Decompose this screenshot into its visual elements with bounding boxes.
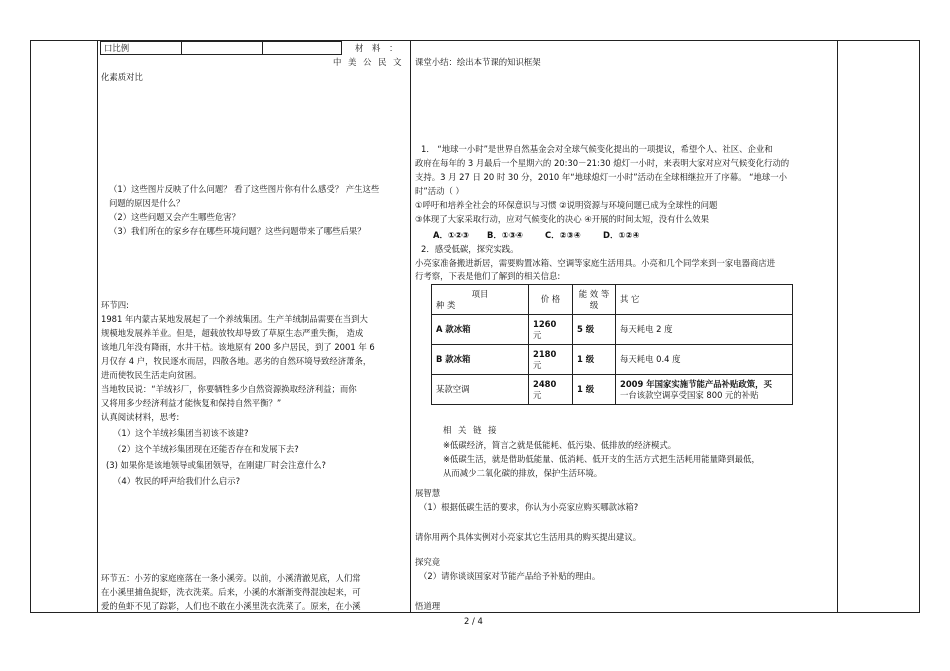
s4-line: 规模地发展养羊业。但是，超载放牧却导致了草原生态严重失衡， 造成 <box>101 328 364 338</box>
left-q-4: （3）我们所在的家乡存在哪些环境问题？这些问题带来了哪些后果？ <box>109 226 366 236</box>
links-line: 从而减少二氧化碳的排放，保护生活环境。 <box>443 468 603 478</box>
left-q-3: （2）这些问题又会产生哪些危害？ <box>109 212 240 222</box>
links-line: ※低碳生活，就是借助低能量、低消耗、低开支的生活方式把生活耗用能量降到最低， <box>443 454 760 464</box>
q1-line: 政府在每年的 3 月最后一个星期六的 20:30－21:30 熄灯一小时，来表明大家对应对气候变化行动的 <box>415 158 790 168</box>
s5-line: 环节五：小芳的家庭座落在一条小溪旁。以前，小溪清澈见底，人们常 <box>101 573 361 583</box>
table-row: A 款冰箱 1260 元 5 级 每天耗电 2 度 <box>432 315 793 345</box>
s4-line: 月仅存 4 户，牧民逐水而居，四散各地。恶劣的自然环境导致经济萧条， <box>101 356 372 366</box>
s5-line: 爱的鱼虾不见了踪影，人们也不敢在小溪里洗衣洗菜了。原来，在小溪 <box>101 601 361 611</box>
tj-question-2: （2）请你谈谈国家对节能产品给予补贴的理由。 <box>419 571 601 581</box>
top-cell-2 <box>181 41 263 55</box>
s4-line: 认真阅读材料，思考: <box>101 412 180 422</box>
table-header-grade: 能 效 等 级 <box>573 285 616 315</box>
left-q-2: 问题的原因是什么？ <box>109 198 185 208</box>
s4-line: （1）这个羊绒衫集团当初该不该建? <box>113 428 249 438</box>
page-number: 2 / 4 <box>464 616 483 626</box>
table-header-price: 价 格 <box>529 285 573 315</box>
q1-option-b: B．①③④ <box>487 230 524 240</box>
s4-line: （2）这个羊绒衫集团现在还能否存在和发展下去? <box>113 444 299 454</box>
s4-line: 进而使牧民生活走向贫困。 <box>101 370 202 380</box>
q1-option-a: A．①②③ <box>433 230 470 240</box>
table-header-item: 项目 种 类 <box>432 285 529 315</box>
appliance-table <box>431 284 793 405</box>
q1-option-c: C．②③④ <box>545 230 581 240</box>
material-line3: 化素质对比 <box>101 72 143 82</box>
q1-line: ①呼吁和培养全社会的环保意识与习惯 ②说明资源与环境问题已成为全球性的问题 <box>415 200 718 210</box>
q1-line: 支持。3 月 27 日 20 时 30 分，2010 年“地球熄灯一小时”活动在全球相继拉开了序幕。 “地球一小 <box>415 172 787 182</box>
col-divider-1 <box>97 40 98 613</box>
s5-line: 在小溪里捕鱼捉虾，洗衣洗菜。后来，小溪的水渐渐变得混浊起来，可 <box>101 587 361 597</box>
summary-heading: 课堂小结：绘出本节课的知识框架 <box>415 57 541 67</box>
s4-line: 该地几年没有降雨，水井干枯。该地原有 200 多户居民，到了 2001 年 6 <box>101 342 375 352</box>
left-q-1: （1）这些图片反映了什么问题？ 看了这些图片你有什么感受？ 产生这些 <box>109 184 380 194</box>
s4-line: （4）牧民的呼声给我们什么启示? <box>113 476 241 486</box>
section4-title: 环节四: <box>101 300 129 310</box>
top-cell-label: 口比例 <box>104 43 130 53</box>
material-line2: 中 美 公 民 文 <box>333 57 404 67</box>
q2-line: 小亮家准备搬进新居，需要购置冰箱、空调等家庭生活用具。小亮和几个同学来到一家电器商店进 <box>415 258 776 268</box>
links-line: ※低碳经济，简言之就是低能耗、低污染、低排放的经济模式。 <box>443 440 677 450</box>
zhanzhihui-heading: 展智慧 <box>415 488 441 498</box>
s4-line: 当地牧民说：“羊绒衫厂，你要牺牲多少自然资源换取经济利益；而你 <box>101 384 357 394</box>
frame-right <box>919 40 920 613</box>
frame-left <box>30 40 31 613</box>
table-header-other: 其 它 <box>616 285 793 315</box>
qingdao-heading: 悟道理 <box>415 601 441 611</box>
zh-question-1b: 请你用两个具体实例对小亮家其它生活用具的购买提出建议。 <box>415 532 642 542</box>
frame-bottom <box>30 612 920 613</box>
s4-line: (3) 如果你是该地领导或集团领导，在刚建厂时会注意什么? <box>106 460 326 470</box>
q2-line: 2．感受低碳，探究实践。 <box>421 244 519 254</box>
s4-line: 又将用多少经济利益才能恢复和保持自然平衡？” <box>101 398 282 408</box>
col-divider-2 <box>410 40 411 613</box>
links-heading: 相 关 链 接 <box>443 425 499 435</box>
q1-line: ③体现了大家采取行动，应对气候变化的决心 ④开展的时间太短，没有什么效果 <box>415 214 710 224</box>
top-cell-3 <box>262 41 342 55</box>
table-row: B 款冰箱 2180 元 1 级 每天耗电 0.4 度 <box>432 345 793 375</box>
s4-line: 1981 年内蒙古某地发展起了一个养绒集团。生产羊绒制品需要在当到大 <box>101 314 368 324</box>
q1-option-d: D．①②④ <box>603 230 640 240</box>
material-label: 材 料 ： <box>355 43 401 53</box>
q1-line: 1． “地球一小时”是世界自然基金会对全球气候变化提出的一项提议，希望个人、社区、企业和 <box>421 144 773 154</box>
col-divider-3 <box>837 40 838 613</box>
q1-line: 时”活动（ ） <box>415 186 464 196</box>
zh-question-1: （1）根据低碳生活的要求，你认为小亮家应购买哪款冰箱? <box>419 502 639 512</box>
q2-line: 行考察，下表是他们了解到的相关信息: <box>415 271 561 281</box>
tanjiu-heading: 探究竟 <box>415 557 441 567</box>
table-row: 某款空调 2480 元 1 级 2009 年国家实施节能产品补贴政策，买 一台该款空调享受国家 800 元的补贴 <box>432 375 793 405</box>
